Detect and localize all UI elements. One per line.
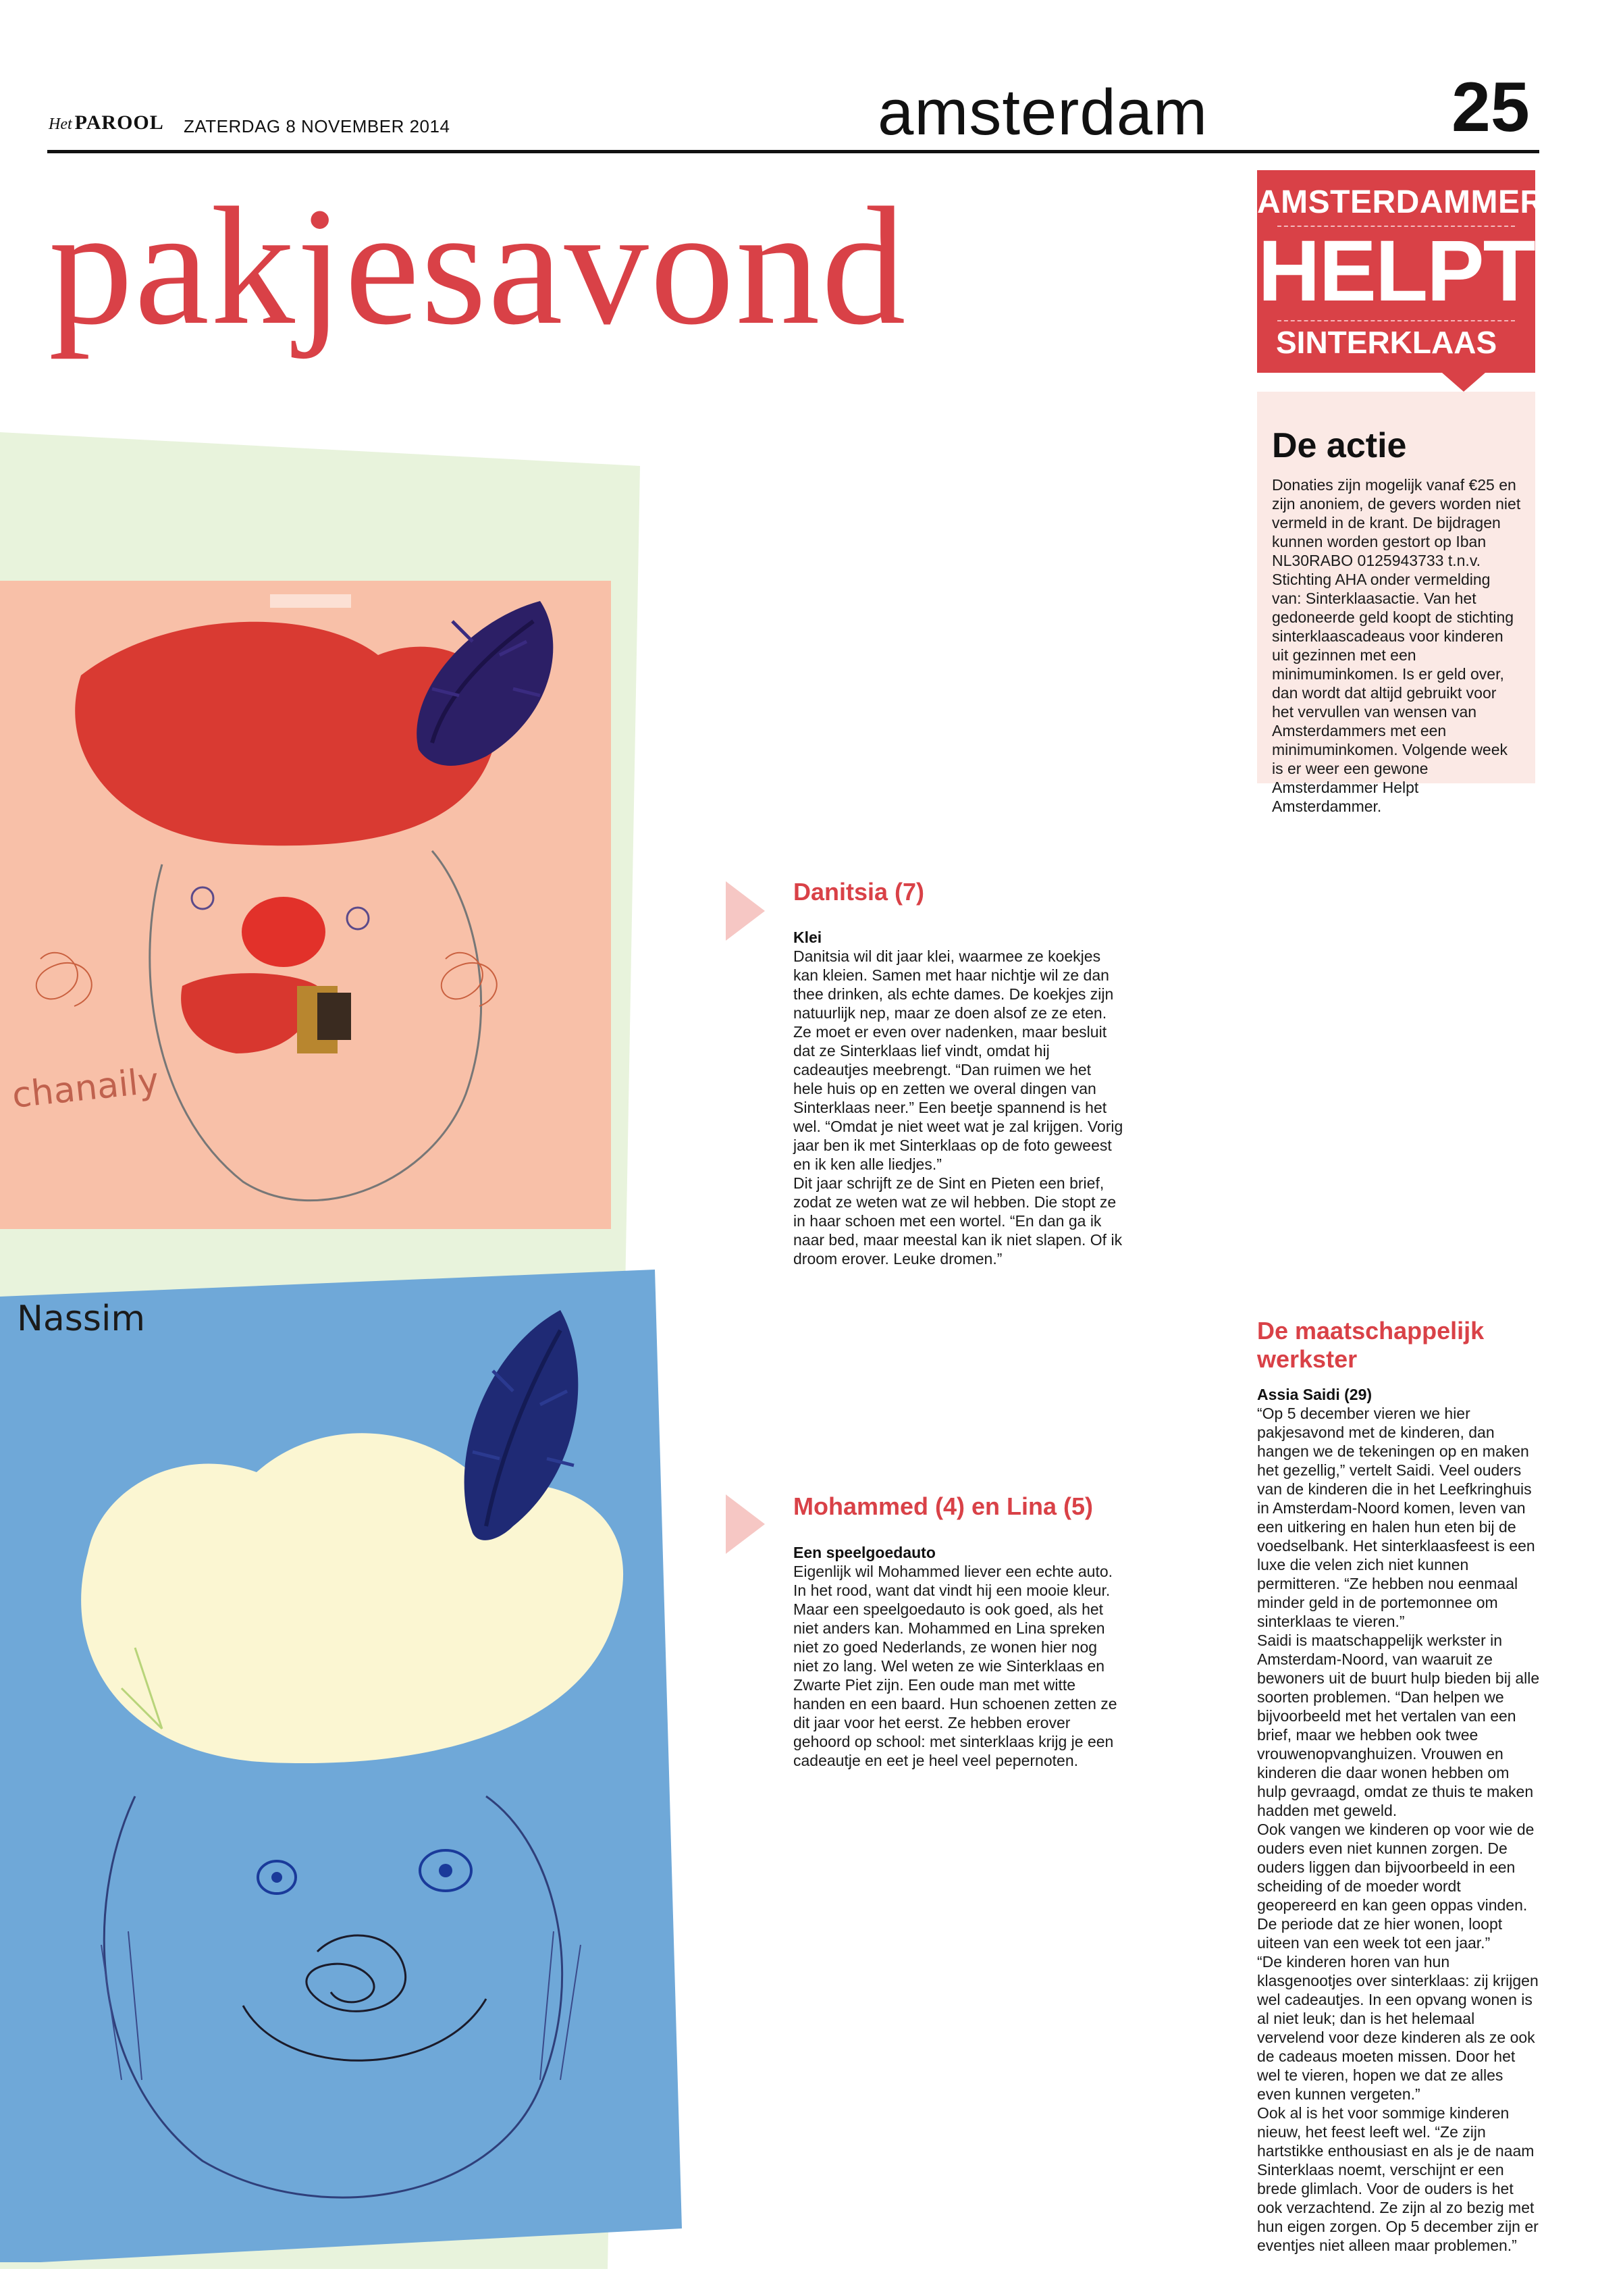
actie-box (1257, 392, 1535, 815)
article-arrow-icon (726, 1494, 765, 1554)
banner-line-3: SINTERKLAAS (1276, 325, 1497, 360)
page-headline: pakjesavond (49, 173, 907, 360)
article-arrow-icon (726, 881, 765, 941)
article-subheading: Een speelgoedauto (793, 1544, 936, 1561)
issue-date: ZATERDAG 8 NOVEMBER 2014 (184, 116, 450, 136)
section-title: amsterdam (878, 76, 1208, 149)
article-heading: De maatschappelijk werkster (1257, 1317, 1485, 1373)
campaign-banner (1257, 170, 1544, 373)
article-heading: Danitsia (7) (793, 878, 925, 906)
banner-line-1: AMSTERDAMMER (1257, 184, 1544, 220)
banner-divider (1277, 320, 1515, 321)
logo-het: Het (49, 115, 72, 133)
newspaper-logo (49, 111, 164, 134)
drawing-nassim (0, 1270, 682, 2262)
article-subheading: Klei (793, 929, 822, 946)
actie-title: De actie (1272, 426, 1407, 465)
drawing-signature-nassim: Nassim (17, 1299, 146, 1339)
banner-pointer (1442, 373, 1485, 392)
drawing-signature-chanaily: chanaily (10, 1060, 161, 1116)
page-number: 25 (1451, 68, 1530, 147)
article-body: Danitsia wil dit jaar klei, waarmee ze koekjes kan kleien. Samen met haar nichtje wil ze dan thee drinken, als echte dames. De koekjes zijn natuurlijk nep, maar ze doen alsof ze ze eten. Ze moet er even over nadenken, maar besluit dat ze Sinterklaas lief vindt, omdat hij cadeautjes meebrengt. “Dan ruimen we het hele huis op en zetten we overal dingen van Sinterklaas neer.” Een beetje spannend is het wel. “Omdat je niet weet wat je zal krijgen. Vorig jaar ben ik met Sinterklaas op de foto geweest en ik ken alle liedjes.” Dit jaar schrijft ze de Sint en Pieten een brief, zodat ze weten wat ze wil hebben. Die stopt ze in haar schoen met een wortel. “En dan ga ik naar bed, maar meestal kan ik niet slapen. Of ik droom erover. Leuke dromen.” (793, 947, 1123, 1268)
article-heading: Mohammed (4) en Lina (5) (793, 1492, 1094, 1520)
logo-parool: PAROOL (74, 111, 164, 134)
banner-line-2: HELPT (1258, 223, 1535, 319)
actie-body: Donaties zijn mogelijk vanaf €25 en zijn anoniem, de gevers worden niet vermeld in de krant. De bijdragen kunnen worden gestort op Iban NL30RABO 0125943733 t.n.v. Stichting AHA onder vermelding van: Sinterklaasactie. Van het gedoneerde geld koopt de stichting sinterklaascadeaus voor kinderen uit gezinnen met een minimuminkomen. Is er geld over, dan wordt dat altijd gebruikt voor het vervullen van wensen van Amsterdammers met een minimuminkomen. Volgende week is er weer een gewone Amsterdammer Helpt Amsterdammer. (1272, 476, 1521, 815)
drawing-chanaily (0, 581, 628, 1229)
article-body: Eigenlijk wil Mohammed liever een echte auto. In het rood, want dat vindt hij een mooie kleur. Maar een speelgoedauto is ook goed, als het niet anders kan. Mohammed en Lina spreken niet zo goed Nederlands, ze wonen hier nog niet zo lang. Wel weten ze wie Sinterklaas en Zwarte Piet zijn. Een oude man met witte handen en een baard. Hun schoenen zetten ze dit jaar voor het eerst. Ze hebben erover gehoord op school: met sinterklaas krijg je een cadeautje en eet je heel veel pepernoten. (793, 1563, 1117, 1769)
masthead-rule (47, 150, 1539, 153)
article-body: “Op 5 december vieren we hier pakjesavond met de kinderen, dan hangen we de tekeningen op en maken het gezellig,” vertelt Saidi. Veel ouders van de kinderen die in het Leefkringhuis in Amsterdam-Noord komen, leven van een uitkering en halen hun eten bij de voedselbank. Het sinterklaasfeest is een luxe die velen zich niet kunnen permitteren. “Ze hebben nou eenmaal minder geld in de portemonnee om sinterklaas te vieren.” Saidi is maatschappelijk werkster in Amsterdam-Noord, van waaruit ze bewoners uit de buurt hulp bieden bij alle soorten problemen. “Dan helpen we bijvoorbeeld met het vertalen van een brief, maar we hebben ook twee vrouwenopvanghuizen. Vrouwen en kinderen die daar wonen hebben om hulp gevraagd, omdat ze thuis te maken hadden met geweld. Ook vangen we kinderen op voor wie de ouders even niet kunnen zorgen. De ouders liggen dan bijvoorbeeld in een scheiding of de moeder wordt geopereerd en kan geen oppas vinden. De periode dat ze hier wonen, loopt uiteen van een week tot een jaar.” “De kinderen horen van hun klasgenootjes over sinterklaas: zij krijgen wel cadeautjes. In een opvang wonen is al niet leuk; dan is het helemaal vervelend voor deze kinderen als ze ook de cadeaus moeten missen. Door het wel te vieren, hopen we dat ze alles even kunnen vergeten.” Ook al is het voor sommige kinderen nieuw, het feest leeft wel. “Ze zijn hartstikke enthousiast en als je de naam Sinterklaas noemt, verschijnt er een brede glimlach. Voor de ouders is het ook verzachtend. Ze zijn al zo bezig met hun eigen zorgen. Op 5 december zijn er eventjes niet alleen maar problemen.” (1257, 1405, 1540, 2254)
article-subheading: Assia Saidi (29) (1257, 1386, 1373, 1403)
